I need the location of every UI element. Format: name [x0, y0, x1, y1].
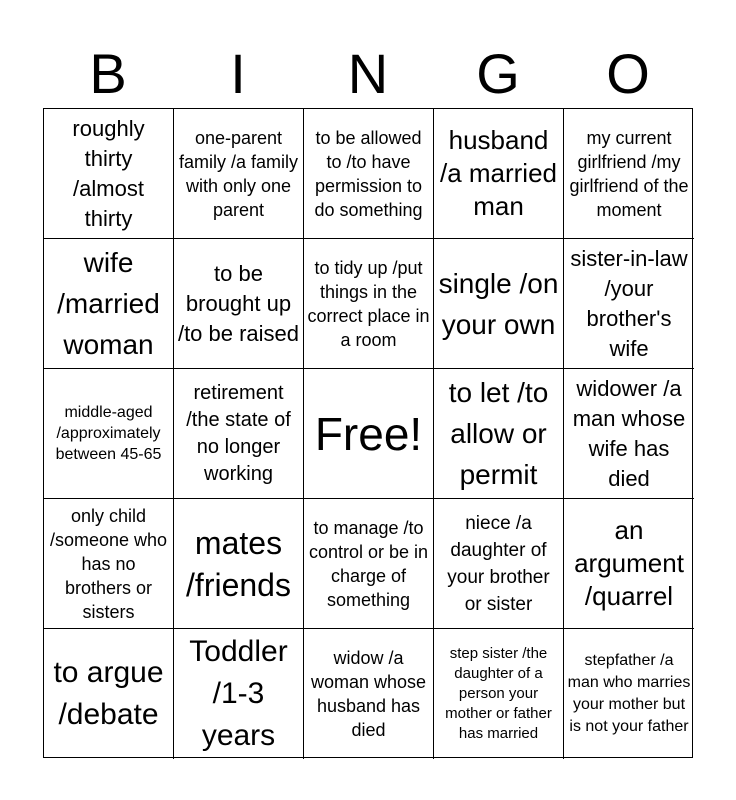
cell-text: step sister /the daughter of a person your mother or father has married — [445, 645, 552, 742]
bingo-cell[interactable] — [304, 629, 434, 759]
cell-text: only child /someone who has no brothers or sisters — [49, 505, 168, 622]
cell-text: single /on your own — [438, 267, 559, 340]
cell-text: one-parent family /a family with only one parent — [178, 127, 299, 220]
cell-text: to be allowed to /to have permission to do something — [314, 127, 423, 220]
cell-text: sister-in-law /your brother's wife — [570, 245, 688, 361]
bingo-cell[interactable] — [44, 239, 174, 369]
free-space[interactable] — [304, 369, 434, 499]
bingo-board — [43, 108, 693, 758]
cell-text: mates /friends — [186, 524, 291, 603]
cell-text: to be brought up /to be raised — [177, 260, 300, 346]
bingo-cell[interactable] — [304, 109, 434, 239]
cell-text: retirement /the state of no longer working — [186, 381, 291, 485]
bingo-header — [43, 40, 693, 108]
bingo-cell[interactable] — [44, 369, 174, 499]
bingo-cell[interactable] — [174, 109, 304, 239]
bingo-cell[interactable] — [304, 239, 434, 369]
bingo-cell[interactable] — [174, 239, 304, 369]
cell-text: to argue /debate — [53, 656, 164, 731]
bingo-cell[interactable] — [434, 629, 564, 759]
bingo-cell[interactable] — [564, 499, 694, 629]
bingo-cell[interactable] — [434, 369, 564, 499]
cell-text: an argument /quarrel — [574, 515, 684, 611]
bingo-cell[interactable] — [564, 629, 694, 759]
cell-text: middle-aged /approximately between 45-65 — [55, 404, 162, 463]
cell-text: wife /married woman — [57, 247, 160, 360]
header-letter-g: G — [476, 42, 520, 105]
cell-text: to tidy up /put things in the correct place in a room — [307, 257, 430, 350]
bingo-cell[interactable] — [174, 629, 304, 759]
bingo-cell[interactable] — [434, 499, 564, 629]
bingo-cell[interactable] — [44, 499, 174, 629]
bingo-cell[interactable] — [564, 369, 694, 499]
cell-text: roughly thirty /almost thirty — [72, 115, 145, 231]
cell-text: my current girlfriend /my girlfriend of the moment — [569, 127, 689, 220]
cell-text: to let /to allow or permit — [448, 377, 549, 490]
bingo-cell[interactable] — [304, 499, 434, 629]
bingo-cell[interactable] — [174, 499, 304, 629]
cell-text: stepfather /a man who marries your mother but is not your father — [567, 652, 691, 735]
cell-text: widower /a man whose wife has died — [572, 375, 686, 491]
header-letter-n: N — [347, 42, 389, 105]
header-letter-b: B — [89, 42, 127, 105]
cell-text: widow /a woman whose husband has died — [310, 648, 427, 740]
cell-text: to manage /to control or be in charge of something — [308, 517, 429, 610]
header-letter-i: I — [230, 42, 246, 105]
free-space-label: Free! — [314, 407, 423, 460]
cell-text: Toddler /1-3 years — [189, 635, 288, 752]
cell-text: husband /a married man — [439, 125, 558, 221]
bingo-cell[interactable] — [564, 239, 694, 369]
header-letter-o: O — [606, 42, 650, 105]
bingo-cell[interactable] — [434, 109, 564, 239]
bingo-cell[interactable] — [44, 109, 174, 239]
bingo-cell[interactable] — [174, 369, 304, 499]
bingo-cell[interactable] — [44, 629, 174, 759]
cell-text: niece /a daughter of your brother or sister — [447, 512, 550, 615]
bingo-cell[interactable] — [434, 239, 564, 369]
bingo-cell[interactable] — [564, 109, 694, 239]
